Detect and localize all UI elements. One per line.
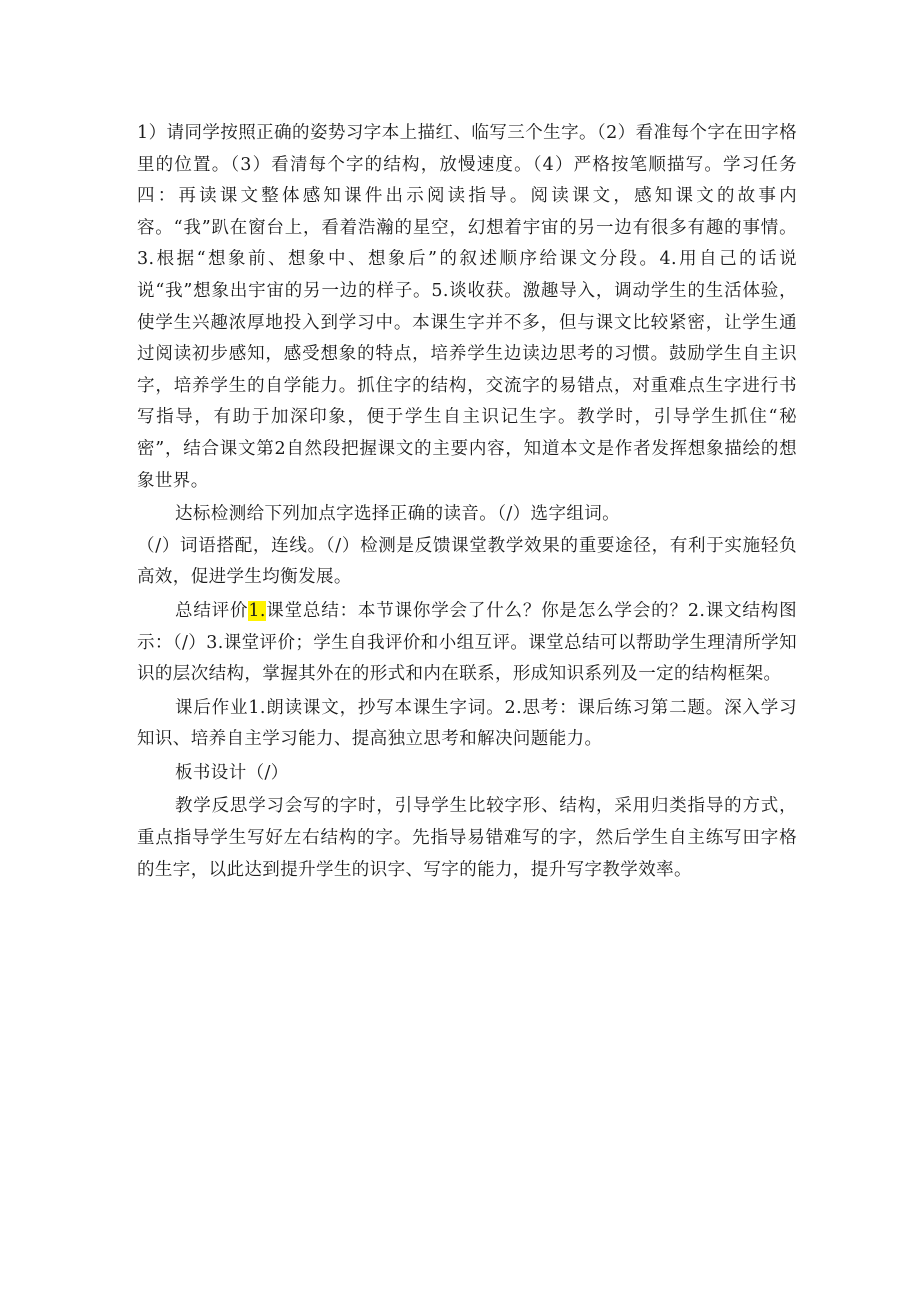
paragraph-text: 教学反思学习会写的字时，引导学生比较字形、结构，采用归类指导的方式，重点指导学生写好左右结构的字。先指导易错难写的字，然后学生自主练写田字格的生字，以此达到提升学生的识字、写字的能力，提升写字教学效率。: [137, 796, 797, 880]
paragraph-learning-tasks: [137, 118, 797, 497]
paragraph-assessment: [137, 499, 797, 531]
paragraph-text: （/）词语搭配，连线。（/）检测是反馈课堂教学效果的重要途径，有利于实施轻负高效，促进学生均衡发展。: [137, 535, 797, 588]
paragraph-text: 课后作业1.朗读课文，抄写本课生字词。2.思考：课后练习第二题。深入学习知识、培养自主学习能力、提高独立思考和解决问题能力。: [137, 697, 797, 750]
paragraph-summary-evaluation: [137, 596, 797, 691]
paragraph-homework: [137, 693, 797, 756]
paragraph-assessment-continued: [137, 531, 797, 594]
document-page: [137, 118, 797, 886]
paragraph-board-design: [137, 758, 797, 790]
highlighted-number: 1.: [248, 600, 266, 621]
paragraph-text: 总结评价: [175, 600, 249, 621]
paragraph-text: 1）请同学按照正确的姿势习字本上描红、临写三个生字。（2）看准每个字在田字格里的位置。（3）看清每个字的结构，放慢速度。（4）严格按笔顺描写。学习任务四：再读课文整体感知课件出示阅读指导。阅读课文，感知课文的故事内容。“我”趴在窗台上，看着浩瀚的星空，幻想着宇宙的另一边有很多有趣的事情。3.根据“想象前、想象中、想象后”的叙述顺序给课文分段。4.用自己的话说说“我”想象出宇宙的另一边的样子。5.谈收获。激趣导入，调动学生的生活体验，使学生兴趣浓厚地投入到学习中。本课生字并不多，但与课文比较紧密，让学生通过阅读初步感知，感受想象的特点，培养学生边读边思考的习惯。鼓励学生自主识字，培养学生的自学能力。抓住字的结构，交流字的易错点，对重难点生字进行书写指导，有助于加深印象，便于学生自主识记生字。教学时，引导学生抓住“秘密”，结合课文第2自然段把握课文的主要内容，知道本文是作者发挥想象描绘的想象世界。: [137, 123, 797, 491]
paragraph-text: 达标检测给下列加点字选择正确的读音。（/）选字组词。: [175, 504, 621, 525]
paragraph-teaching-reflection: [137, 791, 797, 886]
paragraph-text: 板书设计（/）: [175, 762, 289, 783]
paragraph-text: 课堂总结：本节课你学会了什么？你是怎么学会的？2.课文结构图示：（/）3.课堂评价；学生自我评价和小组互评。课堂总结可以帮助学生理清所学知识的层次结构，掌握其外在的形式和内在联系，形成知识系列及一定的结构框架。: [137, 600, 797, 685]
